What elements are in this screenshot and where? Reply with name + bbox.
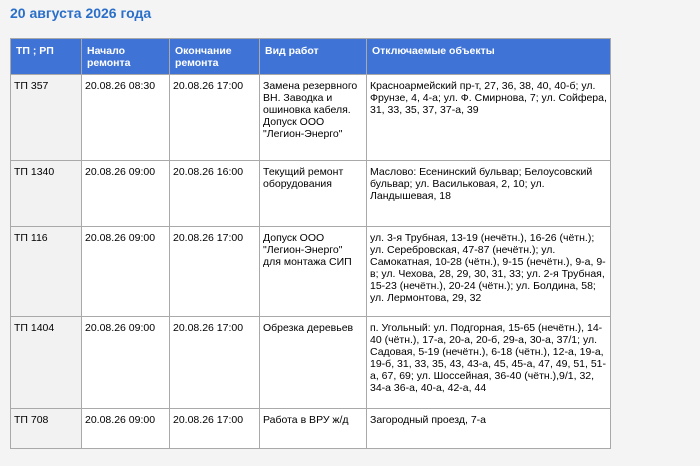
work-type-cell: Текущий ремонт оборудования (260, 161, 367, 227)
end-cell: 20.08.26 17:00 (170, 409, 260, 449)
substation-cell: ТП 1340 (11, 161, 82, 227)
table-row (11, 317, 611, 409)
table-row (11, 161, 611, 227)
header-work-type: Вид работ (260, 39, 367, 75)
start-cell: 20.08.26 09:00 (82, 317, 170, 409)
start-cell: 20.08.26 08:30 (82, 75, 170, 161)
end-cell: 20.08.26 17:00 (170, 75, 260, 161)
header-start: Начало ремонта (82, 39, 170, 75)
affected-objects-cell: Маслово: Есенинский бульвар; Белоусовский бульвар; ул. Васильковая, 2, 10; ул. Ландышевая, 18 (367, 161, 611, 227)
affected-objects-cell: Загородный проезд, 7-а (367, 409, 611, 449)
work-type-cell: Замена резервного ВН. Заводка и ошиновка кабеля. Допуск ООО "Легион-Энерго" (260, 75, 367, 161)
table-row (11, 227, 611, 317)
affected-objects-cell: Красноармейский пр-т, 27, 36, 38, 40, 40-б; ул. Фрунзе, 4, 4-а; ул. Ф. Смирнова, 7; ул. Сойфера, 31, 33, 35, 37, 37-а, 39 (367, 75, 611, 161)
affected-objects-cell: ул. 3-я Трубная, 13-19 (нечётн.), 16-26 (чётн.); ул. Серебровская, 47-87 (нечётн.); ул. Самокатная, 10-28 (чётн.), 9-15 (нечётн.), 9-а, 9-в; ул. Чехова, 28, 29, 30, 31, 33; ул. 2-я Трубная, 15-23 (нечётн.), 20-24 (чётн.); ул. Болдина, 58; ул. Лермонтова, 29, 32 (367, 227, 611, 317)
start-cell: 20.08.26 09:00 (82, 161, 170, 227)
table-row (11, 75, 611, 161)
end-cell: 20.08.26 17:00 (170, 317, 260, 409)
substation-cell: ТП 357 (11, 75, 82, 161)
affected-objects-cell: п. Угольный: ул. Подгорная, 15-65 (нечётн.), 14-40 (чётн.), 17-а, 20-а, 20-б, 29-а, 30-а, 37/1; ул. Садовая, 5-19 (нечётн.), 6-18 (чётн.), 12-а, 19-а, 19-б, 31, 33, 35, 43, 43-а, 45, 45-а, 47, 49, 51, 51-а, 67, 69; ул. Шоссейная, 36-40 (чётн.),9/1, 32, 34-а 36-а, 40-а, 42-а, 44 (367, 317, 611, 409)
end-cell: 20.08.26 16:00 (170, 161, 260, 227)
start-cell: 20.08.26 09:00 (82, 227, 170, 317)
outage-schedule-table (10, 38, 611, 449)
table-row (11, 409, 611, 449)
work-type-cell: Обрезка деревьев (260, 317, 367, 409)
substation-cell: ТП 116 (11, 227, 82, 317)
substation-cell: ТП 708 (11, 409, 82, 449)
start-cell: 20.08.26 09:00 (82, 409, 170, 449)
end-cell: 20.08.26 17:00 (170, 227, 260, 317)
table-header-row (11, 39, 611, 75)
work-type-cell: Работа в ВРУ ж/д (260, 409, 367, 449)
header-affected-objects: Отключаемые объекты (367, 39, 611, 75)
date-heading: 20 августа 2026 года (10, 5, 152, 21)
work-type-cell: Допуск ООО "Легион-Энерго" для монтажа СИП (260, 227, 367, 317)
header-substation: ТП ; РП (11, 39, 82, 75)
substation-cell: ТП 1404 (11, 317, 82, 409)
header-end: Окончание ремонта (170, 39, 260, 75)
